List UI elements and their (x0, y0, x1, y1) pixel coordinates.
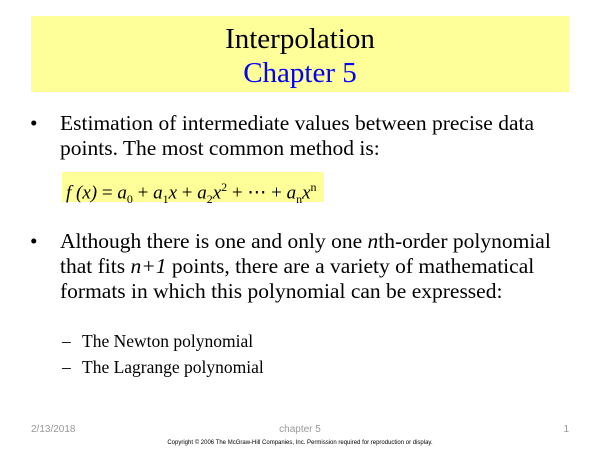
formula-plus-1: + (132, 182, 154, 204)
polynomial-formula (62, 172, 324, 207)
bullet-dot-icon: • (30, 229, 38, 253)
sub-item-newton-text: The Newton polynomial (82, 331, 254, 351)
formula-a2-sub: 2 (206, 192, 213, 207)
formula-a2: a (197, 182, 207, 204)
formula-a0-sub: 0 (126, 192, 133, 207)
formula-xn-sup: n (310, 180, 317, 194)
bullet-dot-icon: • (30, 111, 38, 135)
bullet-1 (30, 111, 575, 161)
footer-chapter: chapter 5 (279, 424, 321, 435)
bullet-2-part-2: n (367, 229, 379, 253)
bullet-2-part-1: Although there is one and only one (60, 229, 368, 253)
formula-xn: x (302, 182, 311, 204)
footer-page-number: 1 (563, 424, 569, 435)
bullet-1-text: Estimation of intermediate values between precise data points. The most common method is: (60, 111, 535, 160)
formula-plus-2: + (177, 182, 198, 204)
dash-icon: – (62, 331, 71, 351)
bullet-2 (30, 229, 575, 304)
slide-subtitle: Chapter 5 (243, 57, 357, 89)
formula-a1-sub: 1 (162, 192, 169, 207)
sub-item-newton (62, 330, 253, 352)
formula-an-sub: n (296, 192, 303, 207)
formula-x2-sup: 2 (221, 180, 228, 194)
bullet-2-part-5: points, there are a variety of mathematical formats in which this polynomial can be expressed: (60, 254, 535, 303)
formula-a1: a (153, 182, 163, 204)
formula-a0: a (117, 182, 127, 204)
title-box (31, 16, 569, 92)
bullet-2-part-4: n+1 (130, 254, 167, 278)
slide-title: Interpolation (225, 23, 375, 55)
dash-icon: – (62, 357, 71, 377)
formula-x2: x (212, 182, 222, 204)
formula-an: a (286, 182, 297, 204)
formula-eq: = (97, 182, 118, 204)
copyright-notice: Copyright © 2006 The McGraw-Hill Companies, Inc. Permission required for reproduction or display. (167, 440, 433, 446)
sub-item-lagrange (62, 356, 264, 378)
bullet-2-text (60, 229, 575, 304)
formula-x1: x (168, 182, 177, 204)
sub-item-lagrange-text: The Lagrange polynomial (82, 357, 264, 377)
bullet-2-part-3: th-order polynomial that fits (60, 229, 551, 278)
formula-plus-3: + ⋯ + (227, 182, 287, 204)
formula-lhs: f (x) (66, 182, 98, 204)
footer-date: 2/13/2018 (31, 424, 76, 435)
